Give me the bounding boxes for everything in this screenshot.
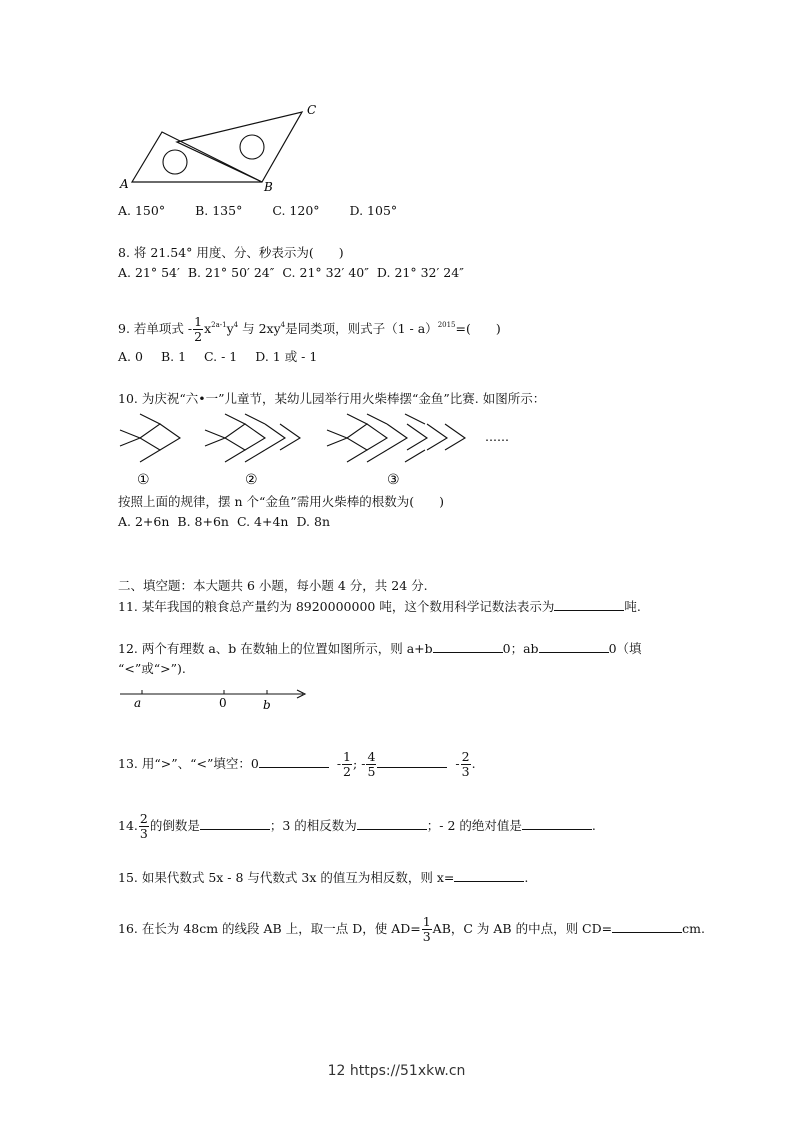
q9-option-d: D. 1 或 - 1 bbox=[255, 349, 318, 364]
fish-ellipsis: …… bbox=[485, 430, 509, 444]
axis-label-b: b bbox=[263, 698, 271, 712]
q10-option-a: A. 2+6n bbox=[118, 514, 170, 529]
fish-label-2: ② bbox=[245, 472, 258, 488]
q7-option-b: B. 135° bbox=[195, 203, 243, 218]
q8-options bbox=[118, 265, 472, 281]
page-footer: 12 https://51xkw.cn bbox=[327, 1063, 466, 1079]
axis-label-zero: 0 bbox=[219, 696, 227, 710]
q13-blank-2[interactable] bbox=[377, 755, 447, 768]
q15-answer-blank[interactable] bbox=[454, 869, 524, 882]
fish-3 bbox=[327, 414, 465, 462]
q14-blank-2[interactable] bbox=[357, 817, 427, 830]
q15: 15. 如果代数式 5x - 8 与代数式 3x 的值互为相反数，则 x= . bbox=[118, 870, 529, 885]
q9-option-b: B. 1 bbox=[160, 349, 187, 364]
q12-number-line bbox=[115, 684, 315, 714]
q14-fraction: $\frac{2}{3}$ bbox=[139, 811, 148, 841]
circle-right bbox=[240, 135, 264, 159]
q13-fraction-3: $\frac{2}{3}$ bbox=[461, 749, 470, 779]
fish-2 bbox=[205, 414, 300, 462]
axis-label-a: a bbox=[134, 696, 142, 710]
q13: 13. 用“>”、“<”填空：0 - $\frac{1}{2}$ ; - $\frac{4}{5}$ - $\frac{2}{3}$ . bbox=[118, 749, 476, 779]
q7-option-c: C. 120° bbox=[272, 203, 320, 218]
q12-blank-sum[interactable] bbox=[433, 640, 503, 653]
q11: 11. 某年我国的粮食总产量约为 8920000000 吨，这个数用科学记数法表示为 吨. bbox=[118, 599, 641, 614]
q9-stem: 9. 若单项式 - $\frac{1}{2}$ $x^{2a-1}y^4$ 与 $2xy^4$是同类项，则式子（1 - a）$^{2015}$=( ) bbox=[118, 314, 501, 344]
q10-option-b: B. 8+6n bbox=[177, 514, 229, 529]
fish-label-3: ③ bbox=[387, 472, 400, 488]
q9-options bbox=[118, 349, 335, 365]
q12-line1: 12. 两个有理数 a、b 在数轴上的位置如图所示，则 a+b 0；ab 0（填 bbox=[118, 641, 642, 656]
q8-option-a: A. 21° 54′ bbox=[118, 265, 180, 280]
q14-blank-3[interactable] bbox=[522, 817, 592, 830]
q13-fraction-1: $\frac{1}{2}$ bbox=[343, 749, 351, 779]
q16: 16. 在长为 48cm 的线段 AB 上，取一点 D，使 AD= $\frac{1}{3}$ AB，C 为 AB 的中点，则 CD= cm. bbox=[118, 914, 705, 944]
q9-option-a: A. 0 bbox=[118, 349, 143, 364]
q8-option-c: C. 21° 32′ 40″ bbox=[282, 265, 369, 280]
q13-blank-1[interactable] bbox=[259, 755, 329, 768]
q10-option-d: D. 8n bbox=[296, 514, 330, 529]
q8-stem: 8. 将 21.54° 用度、分、秒表示为( ) bbox=[118, 245, 344, 260]
q9-option-c: C. - 1 bbox=[204, 349, 238, 364]
section2-heading: 二、填空题：本大题共 6 小题，每小题 4 分，共 24 分. bbox=[118, 578, 428, 593]
q7-option-d: D. 105° bbox=[349, 203, 398, 218]
q14-blank-1[interactable] bbox=[200, 817, 270, 830]
q7-option-a: A. 150° bbox=[118, 203, 166, 218]
q16-answer-blank[interactable] bbox=[612, 920, 682, 933]
label-C: C bbox=[307, 103, 317, 117]
q7-options bbox=[118, 203, 427, 219]
fish-1 bbox=[120, 414, 180, 462]
q8-option-d: D. 21° 32′ 24″ bbox=[376, 265, 464, 280]
q10-option-c: C. 4+4n bbox=[236, 514, 289, 529]
q11-answer-blank[interactable] bbox=[554, 598, 624, 611]
q10-stem: 10. 为庆祝“六•一”儿童节，某幼儿园举行用火柴棒摆“金鱼”比赛. 如图所示： bbox=[118, 391, 546, 406]
q7-figure bbox=[112, 100, 332, 195]
q16-fraction: $\frac{1}{3}$ bbox=[422, 914, 431, 944]
q12-line2: “<”或“>”). bbox=[118, 661, 186, 676]
label-B: B bbox=[264, 180, 273, 194]
q10-options bbox=[118, 514, 338, 530]
q9-fraction: $\frac{1}{2}$ bbox=[194, 314, 203, 344]
q13-fraction-2: $\frac{4}{5}$ bbox=[367, 749, 376, 779]
circle-left bbox=[163, 150, 187, 174]
q10-question: 按照上面的规律，摆 n 个“金鱼”需用火柴棒的根数为( ) bbox=[118, 494, 445, 509]
q14: 14. $\frac{2}{3}$ 的倒数是 ；3 的相反数为 ；- 2 的绝对值是 . bbox=[118, 811, 596, 841]
q10-fish-figure bbox=[115, 410, 525, 490]
label-A: A bbox=[120, 177, 129, 191]
fish-label-1: ① bbox=[137, 472, 150, 488]
q12-blank-product[interactable] bbox=[539, 640, 609, 653]
q8-option-b: B. 21° 50′ 24″ bbox=[187, 265, 275, 280]
